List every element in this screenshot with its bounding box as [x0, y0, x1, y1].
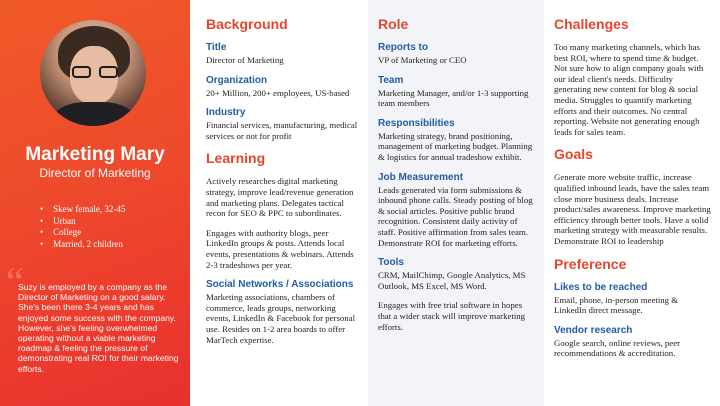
persona-traits	[40, 204, 125, 250]
title-value: Director of Marketing	[206, 55, 284, 65]
reports-to-label: Reports to	[378, 42, 428, 53]
likes-to-be-reached-label: Likes to be reached	[554, 281, 648, 293]
quote-icon: “	[6, 259, 24, 304]
challenges-heading: Challenges	[554, 16, 629, 32]
organization-label: Organization	[206, 74, 268, 86]
vendor-research-label: Vendor research	[554, 324, 633, 336]
learning-heading: Learning	[206, 150, 266, 167]
tools-value: CRM, MailChimp, Google Analytics, MS Outlook, MS Excel, MS Word.	[378, 270, 526, 291]
persona-avatar	[40, 20, 146, 126]
industry-value: Financial services, manufacturing, medical services or not for profit	[206, 120, 358, 141]
responsibilities-value: Marketing strategy, brand positioning, management of marketing budget. Planning & logistics for annual tradeshow exhibit.	[378, 130, 533, 162]
responsibilities-label: Responsibilities	[378, 117, 455, 129]
goals-value: Generate more website traffic, increase qualified inbound leads, have the sales team close more business deals. Increase product/sales awareness. Improve marketing efficiency through better tools. Have a solid marketing strategy with measurable results. Demonstrate ROI to leadership	[554, 172, 711, 246]
persona-panel	[0, 0, 190, 406]
vendor-research-value: Google search, online reviews, peer recommendations & accreditation.	[554, 337, 681, 359]
goals-heading: Goals	[554, 146, 593, 163]
likes-to-be-reached-value: Email, phone, in-person meeting & LinkedIn direct message.	[554, 294, 679, 316]
tools-label: Tools	[378, 257, 404, 269]
role-heading: Role	[378, 16, 409, 32]
tools-note: Engages with free trial software in hopes that a wider stack will improve marketing efforts.	[378, 300, 526, 332]
challenges-value: Too many marketing channels, which has best ROI, where to spend time & budget. Not sure how to align company goals with our ideal client's needs. Difficulty generating new content for blog & social media. Struggles to quantify marketing efforts and their outcomes. No central reporting. Website not generating enough leads for sales team.	[554, 42, 704, 137]
team-label: Team	[378, 74, 404, 86]
column-background	[190, 0, 368, 406]
trait-item: • Married, 2 children	[40, 239, 125, 251]
trait-item: • Urban	[40, 216, 125, 228]
persona-name: Marketing Mary	[25, 144, 165, 165]
job-measurement-label: Job Measurement	[378, 171, 464, 183]
industry-label: Industry	[206, 107, 246, 119]
organization-value: 20+ Million, 200+ employees, US-based	[206, 87, 350, 98]
background-heading: Background	[206, 16, 288, 32]
preference-heading: Preference	[554, 255, 627, 272]
learning-paragraph-1: Actively researches digital marketing strategy, improve lead/revenue generation and marketing plans. Delegates tactical recon for SEO & PPC to subordinates.	[206, 176, 354, 219]
trait-item: • Skew female, 32-45	[40, 204, 125, 216]
persona-story: Suzy is employed by a company as the Director of Marketing on a good salary. She's been there 3-4 years and has enjoyed some success with the company. However, she's feeling overwhelmed operating without a viable marketing roadmap & feeling the pressure of demonstrating real ROI for their marketing efforts.	[18, 282, 179, 374]
team-value: Marketing Manager, and/or 1-3 supporting team members	[378, 87, 529, 109]
title-label: Title	[206, 42, 227, 53]
reports-to-value: VP of Marketing or CEO	[378, 55, 467, 65]
social-networks-label: Social Networks / Associations	[206, 279, 354, 291]
column-role	[368, 0, 544, 406]
learning-paragraph-2: Engages with authority blogs, peer LinkedIn groups & posts. Attends local events, presentations & webinars. Attends 2-3 tradeshows per year.	[206, 227, 354, 270]
social-networks-value: Marketing associations, chambers of commerce, leads groups, networking events, LinkedIn & Facebook for personal use. Resides on 1-2 area boards to offer MarTech expertise.	[206, 292, 356, 345]
trait-item: • College	[40, 227, 125, 239]
persona-role: Director of Marketing	[39, 166, 151, 180]
column-challenges	[544, 0, 720, 406]
job-measurement-value: Leads generated via form submissions & inbound phone calls. Steady posting of blog & social articles. Positive public brand recognition. Consistent daily activity of staff. Positive affirmation from sales team. Demonstrate ROI for marketing efforts.	[378, 184, 533, 248]
